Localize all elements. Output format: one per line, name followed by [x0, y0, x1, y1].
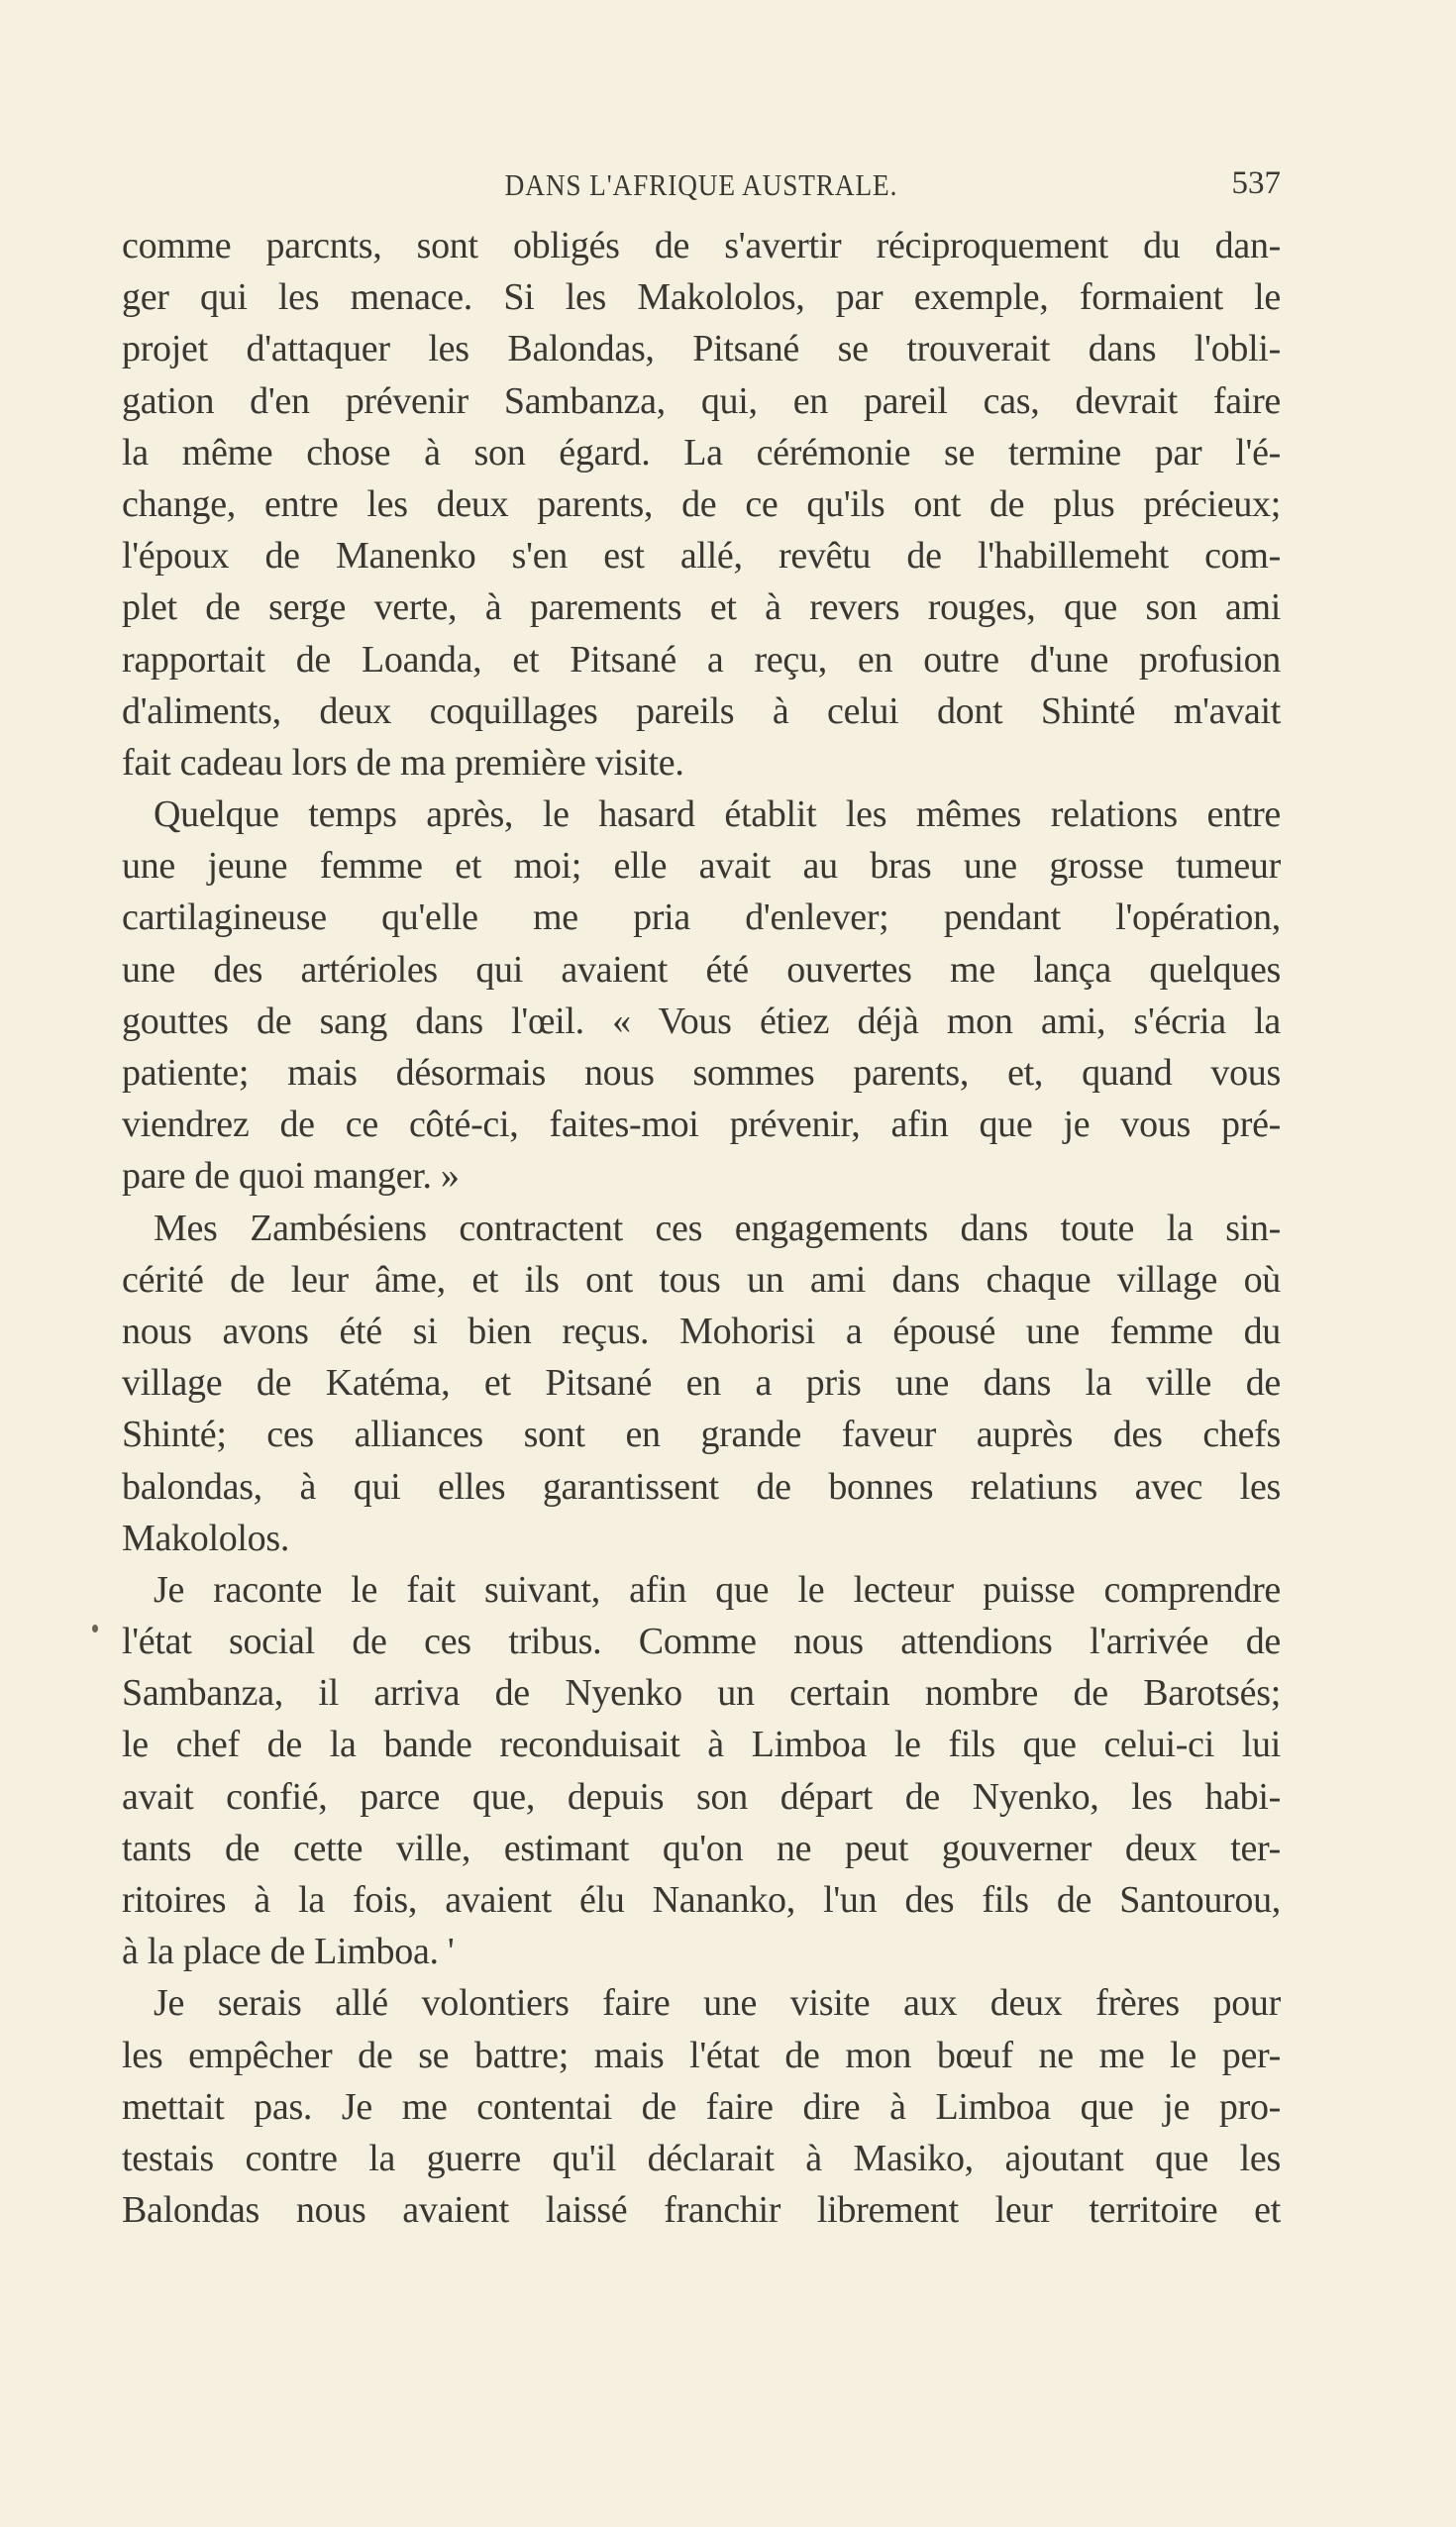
text-line: pare de quoi manger. » — [122, 1155, 460, 1198]
body-text — [122, 220, 1281, 2236]
text-line: viendrez de ce côté-ci, faites-moi prévenir, afin que je vous pré- — [122, 1104, 1281, 1146]
paragraph — [122, 1977, 1281, 2236]
text-line: cérité de leur âme, et ils ont tous un ami dans chaque village où — [122, 1258, 1281, 1301]
text-line: Makololos. — [122, 1517, 290, 1559]
text-line: Sambanza, il arriva de Nyenko un certain nombre de Barotsés; — [122, 1672, 1281, 1715]
text-line: une jeune femme et moi; elle avait au bras une grosse tumeur — [122, 845, 1281, 888]
text-line: Mes Zambésiens contractent ces engagements dans toute la sin- — [154, 1207, 1281, 1249]
text-line: la même chose à son égard. La cérémonie se termine par l'é- — [122, 431, 1281, 474]
text-line: les empêcher de se battre; mais l'état de mon bœuf ne me le per- — [122, 2034, 1281, 2076]
page-header — [122, 161, 1281, 211]
text-line: Je serais allé volontiers faire une visite aux deux frères pour — [154, 1982, 1281, 2025]
text-line: projet d'attaquer les Balondas, Pitsané se trouverait dans l'obli- — [122, 328, 1281, 370]
paragraph — [122, 1564, 1281, 1978]
running-title: DANS L'AFRIQUE AUSTRALE. — [504, 167, 898, 202]
ink-speck — [92, 1625, 98, 1632]
text-line: Shinté; ces alliances sont en grande faveur auprès des chefs — [122, 1414, 1281, 1456]
text-line: une des artérioles qui avaient été ouvertes me lança quelques — [122, 948, 1281, 991]
text-line: ritoires à la fois, avaient élu Nananko, l'un des fils de Santourou, — [122, 1879, 1281, 1921]
text-line: cartilagineuse qu'elle me pria d'enlever; pendant l'opération, — [122, 896, 1281, 939]
text-line: testais contre la guerre qu'il déclarait à Masiko, ajoutant que les — [122, 2137, 1281, 2179]
text-line: comme parcnts, sont obligés de s'avertir réciproquement du dan- — [122, 225, 1281, 266]
text-line: rapportait de Loanda, et Pitsané a reçu, en outre d'une profusion — [122, 638, 1281, 681]
text-line: mettait pas. Je me contentai de faire dire à Limboa que je pro- — [122, 2085, 1281, 2128]
text-line: gouttes de sang dans l'œil. « Vous étiez déjà mon ami, s'écria la — [122, 1000, 1281, 1042]
paragraph — [122, 789, 1281, 1203]
text-line: le chef de la bande reconduisait à Limboa le fils que celui-ci lui — [122, 1724, 1281, 1766]
text-line: village de Katéma, et Pitsané en a pris une dans la ville de — [122, 1362, 1281, 1405]
text-line: balondas, à qui elles garantissent de bonnes relatiuns avec les — [122, 1465, 1281, 1508]
text-line: ger qui les menace. Si les Makololos, par exemple, formaient le — [122, 276, 1281, 319]
paragraph — [122, 220, 1281, 789]
paragraph — [122, 1203, 1281, 1564]
text-line: Balondas nous avaient laissé franchir librement leur territoire et — [122, 2189, 1281, 2232]
text-line: plet de serge verte, à parements et à revers rouges, que son ami — [122, 586, 1281, 629]
text-line: Je raconte le fait suivant, afin que le lecteur puisse comprendre — [154, 1568, 1281, 1611]
text-line: avait confié, parce que, depuis son départ de Nyenko, les habi- — [122, 1775, 1281, 1818]
text-line: à la place de Limboa. ' — [122, 1931, 455, 1973]
text-line: l'état social de ces tribus. Comme nous attendions l'arrivée de — [122, 1621, 1281, 1663]
text-line: nous avons été si bien reçus. Mohorisi a épousé une femme du — [122, 1310, 1281, 1352]
text-line: change, entre les deux parents, de ce qu'ils ont de plus précieux; — [122, 482, 1281, 525]
text-line: gation d'en prévenir Sambanza, qui, en pareil cas, devrait faire — [122, 379, 1281, 422]
text-line: fait cadeau lors de ma première visite. — [122, 741, 684, 784]
text-line: d'aliments, deux coquillages pareils à celui dont Shinté m'avait — [122, 689, 1281, 732]
text-line: l'époux de Manenko s'en est allé, revêtu de l'habillemeht com- — [122, 535, 1281, 578]
text-line: patiente; mais désormais nous sommes parents, et, quand vous — [122, 1052, 1281, 1094]
text-line: Quelque temps après, le hasard établit les mêmes relations entre — [154, 793, 1281, 836]
page-number: 537 — [1231, 165, 1281, 201]
text-line: tants de cette ville, estimant qu'on ne peut gouverner deux ter- — [122, 1827, 1281, 1869]
